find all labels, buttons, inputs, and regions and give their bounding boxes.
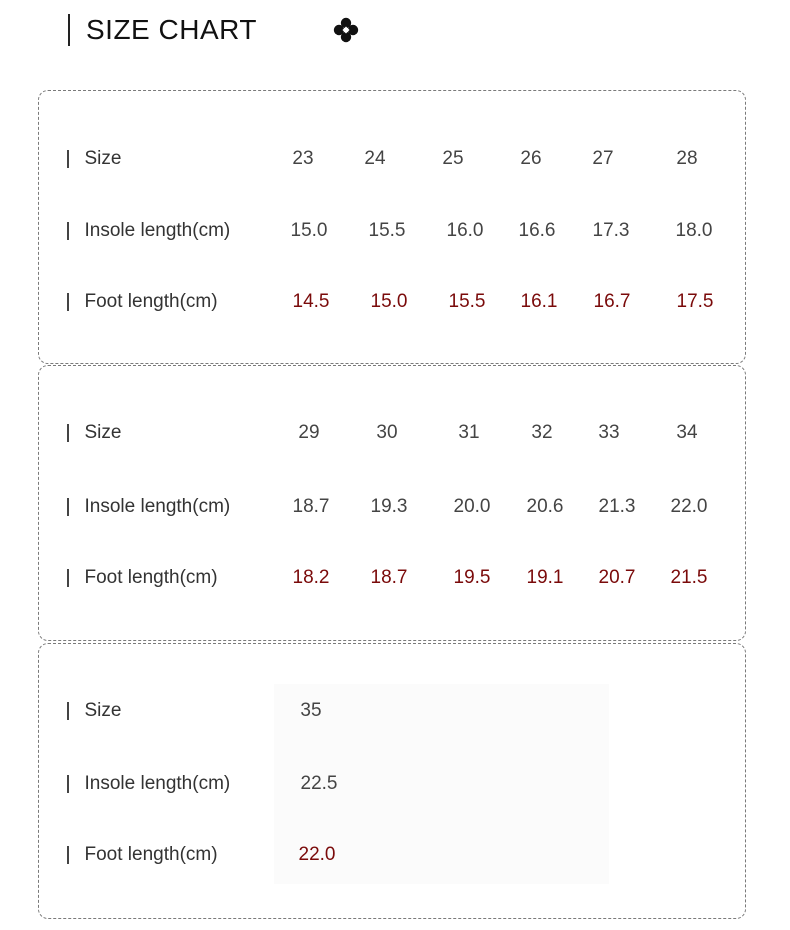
foot-value-cell: 19.1 [526, 567, 564, 588]
foot-value-cell: 22.0 [298, 844, 336, 865]
size-row [39, 696, 745, 726]
size-value-cell: 25 [442, 148, 464, 169]
foot-row-label [67, 840, 218, 870]
insole-value-cell: 21.3 [598, 496, 636, 517]
insole-row-label [67, 216, 230, 246]
size-value-cell: 30 [376, 422, 398, 443]
insole-row [39, 216, 745, 246]
row-label-text: Insole length(cm) [84, 496, 231, 517]
size-value-cell: 32 [531, 422, 553, 443]
label-divider [67, 569, 69, 587]
page-title: SIZE CHART [86, 14, 257, 45]
insole-value-cell: 22.5 [300, 773, 338, 794]
insole-row [39, 492, 745, 522]
size-panel-2 [38, 365, 746, 641]
size-value-cell: 26 [520, 148, 542, 169]
label-divider [67, 222, 69, 240]
foot-value-cell: 17.5 [676, 291, 714, 312]
row-label-text: Insole length(cm) [84, 220, 231, 241]
foot-value-cell: 19.5 [453, 567, 491, 588]
insole-value-cell: 18.0 [675, 220, 713, 241]
row-label-text: Foot length(cm) [84, 567, 218, 588]
size-row-label [67, 418, 121, 448]
label-divider [67, 846, 69, 864]
row-label-text: Size [84, 700, 122, 721]
size-value-cell: 28 [676, 148, 698, 169]
size-row-label [67, 696, 121, 726]
size-value-cell: 27 [592, 148, 614, 169]
row-label-text: Size [84, 148, 122, 169]
insole-value-cell: 18.7 [292, 496, 330, 517]
row-label-text: Insole length(cm) [84, 773, 231, 794]
label-divider [67, 498, 69, 516]
header-accent-bar [68, 14, 70, 46]
foot-value-cell: 14.5 [292, 291, 330, 312]
page-header [68, 12, 257, 48]
insole-value-cell: 17.3 [592, 220, 630, 241]
size-row-label [67, 144, 121, 174]
insole-value-cell: 19.3 [370, 496, 408, 517]
size-panel-3 [38, 643, 746, 919]
foot-value-cell: 16.1 [520, 291, 558, 312]
foot-value-cell: 15.5 [448, 291, 486, 312]
insole-value-cell: 22.0 [670, 496, 708, 517]
foot-row-label [67, 287, 218, 317]
foot-row [39, 287, 745, 317]
foot-row [39, 840, 745, 870]
insole-value-cell: 16.0 [446, 220, 484, 241]
foot-value-cell: 21.5 [670, 567, 708, 588]
size-value-cell: 24 [364, 148, 386, 169]
size-value-cell: 31 [458, 422, 480, 443]
insole-row-label [67, 492, 230, 522]
row-label-text: Foot length(cm) [84, 844, 218, 865]
insole-value-cell: 20.0 [453, 496, 491, 517]
foot-value-cell: 18.2 [292, 567, 330, 588]
insole-row-label [67, 769, 230, 799]
size-value-cell: 33 [598, 422, 620, 443]
size-value-cell: 29 [298, 422, 320, 443]
size-panel-1 [38, 90, 746, 364]
insole-value-cell: 16.6 [518, 220, 556, 241]
insole-value-cell: 15.0 [290, 220, 328, 241]
label-divider [67, 702, 69, 720]
flower-icon [333, 17, 359, 43]
insole-value-cell: 15.5 [368, 220, 406, 241]
size-row [39, 144, 745, 174]
size-value-cell: 34 [676, 422, 698, 443]
label-divider [67, 424, 69, 442]
foot-row-label [67, 563, 218, 593]
foot-value-cell: 15.0 [370, 291, 408, 312]
label-divider [67, 775, 69, 793]
label-divider [67, 293, 69, 311]
foot-value-cell: 18.7 [370, 567, 408, 588]
foot-value-cell: 16.7 [593, 291, 631, 312]
foot-value-cell: 20.7 [598, 567, 636, 588]
size-value-cell: 23 [292, 148, 314, 169]
insole-value-cell: 20.6 [526, 496, 564, 517]
size-value-cell: 35 [300, 700, 322, 721]
row-label-text: Foot length(cm) [84, 291, 218, 312]
insole-row [39, 769, 745, 799]
foot-row [39, 563, 745, 593]
row-label-text: Size [84, 422, 122, 443]
size-row [39, 418, 745, 448]
label-divider [67, 150, 69, 168]
